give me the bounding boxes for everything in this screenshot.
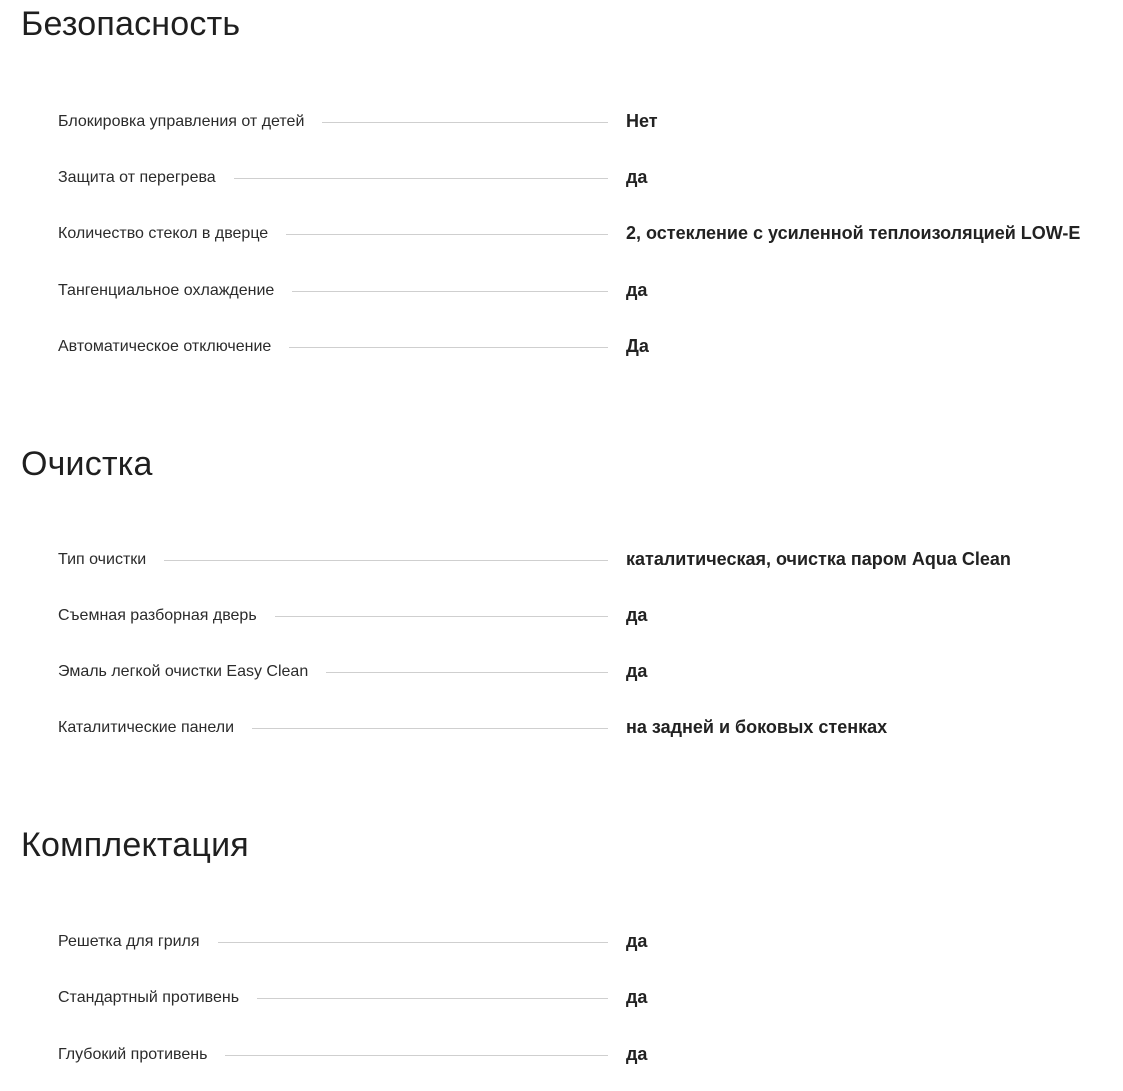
spec-row-child-lock: [58, 110, 1118, 134]
spec-row-easy-clean-enamel: [58, 660, 1118, 684]
spec-label: Глубокий противень: [58, 1043, 225, 1067]
spec-value: 2, остекление с усиленной теплоизоляцией LOW-E: [626, 223, 1081, 243]
spec-label: Решетка для гриля: [58, 930, 218, 954]
spec-value: да: [626, 605, 648, 625]
spec-value: на задней и боковых стенках: [626, 717, 888, 737]
spec-value: да: [626, 931, 648, 951]
spec-label: Стандартный противень: [58, 986, 257, 1010]
spec-label: Автоматическое отключение: [58, 335, 289, 359]
spec-row-grill-rack: [58, 930, 1118, 954]
spec-row-removable-door: [58, 604, 1118, 628]
spec-row-catalytic-panels: [58, 716, 1118, 740]
spec-row-cleaning-type: [58, 548, 1118, 572]
spec-value: каталитическая, очистка паром Aqua Clean: [626, 549, 1011, 569]
spec-label: Эмаль легкой очистки Easy Clean: [58, 660, 326, 684]
section-title-equipment: Комплектация: [21, 826, 249, 864]
spec-label: Тангенциальное охлаждение: [58, 279, 292, 303]
spec-value: Нет: [626, 111, 658, 131]
spec-row-door-glass: [58, 222, 1118, 246]
spec-row-overheat-protection: [58, 166, 1118, 190]
spec-row-auto-shutoff: [58, 335, 1118, 359]
spec-label: Защита от перегрева: [58, 166, 234, 190]
spec-value: да: [626, 987, 648, 1007]
spec-value: да: [626, 167, 648, 187]
spec-value: Да: [626, 336, 649, 356]
spec-value: да: [626, 661, 648, 681]
spec-label: Съемная разборная дверь: [58, 604, 275, 628]
spec-row-tangential-cooling: [58, 279, 1118, 303]
spec-value: да: [626, 1044, 648, 1064]
spec-label: Количество стекол в дверце: [58, 222, 286, 246]
spec-value: да: [626, 280, 648, 300]
spec-row-standard-tray: [58, 986, 1118, 1010]
section-title-cleaning: Очистка: [21, 445, 153, 483]
spec-row-deep-tray: [58, 1043, 1118, 1067]
spec-label: Тип очистки: [58, 548, 164, 572]
section-title-safety: Безопасность: [21, 5, 241, 43]
spec-label: Блокировка управления от детей: [58, 110, 322, 134]
spec-label: Каталитические панели: [58, 716, 252, 740]
